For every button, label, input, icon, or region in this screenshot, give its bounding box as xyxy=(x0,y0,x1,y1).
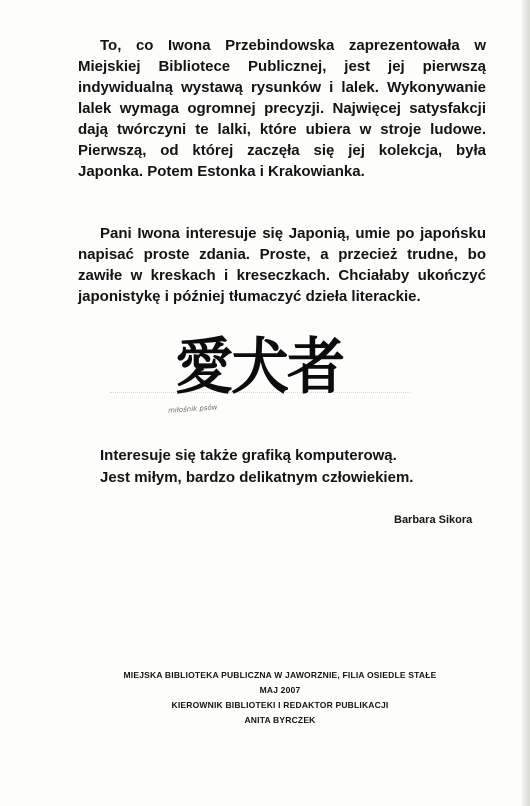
footer-library-name: MIEJSKA BIBLIOTEKA PUBLICZNA W JAWORZNIE, FILIA OSIEDLE STAŁE xyxy=(123,670,437,680)
japan-paragraph: Pani Iwona interesuje się Japonią, umie po japońsku napisać proste zdania. Proste, a przecież trudne, bo zawiłe w kreskach i kreseczkach. Chciałaby ukończyć japonistykę i później tłumaczyć dzieła literackie. xyxy=(78,225,486,305)
footer-person: ANITA BYRCZEK xyxy=(244,715,316,725)
closing-line-2: Jest miłym, bardzo delikatnym człowiekiem. xyxy=(100,469,414,486)
page-binding-edge xyxy=(522,0,530,806)
closing-line-1: Interesuje się także grafiką komputerową. xyxy=(100,447,397,464)
footer-date: MAJ 2007 xyxy=(259,685,301,695)
publication-footer xyxy=(90,668,470,728)
author-signature: Barbara Sikora xyxy=(394,514,473,526)
footer-role: KIEROWNIK BIBLIOTEKI I REDAKTOR PUBLIKACJI xyxy=(171,700,389,710)
kanji-calligraphy: 愛犬者 xyxy=(175,331,344,403)
closing-paragraph xyxy=(100,445,480,489)
handwritten-translation-note: miłośnik psów xyxy=(167,403,218,415)
intro-paragraph: To, co Iwona Przebindowska zaprezentowała w Miejskiej Bibliotece Publicznej, jest jej pierwszą indywidualną wystawą rysunków i lalek. Wykonywanie lalek wymaga ogromnej precyzji. Najwięcej satysfakcji dają twórczyni te lalki, które ubiera w stroje ludowe. Pierwszą, od której zaczęła się jej kolekcja, była Japonka. Potem Estonka i Krakowianka. xyxy=(78,37,486,180)
